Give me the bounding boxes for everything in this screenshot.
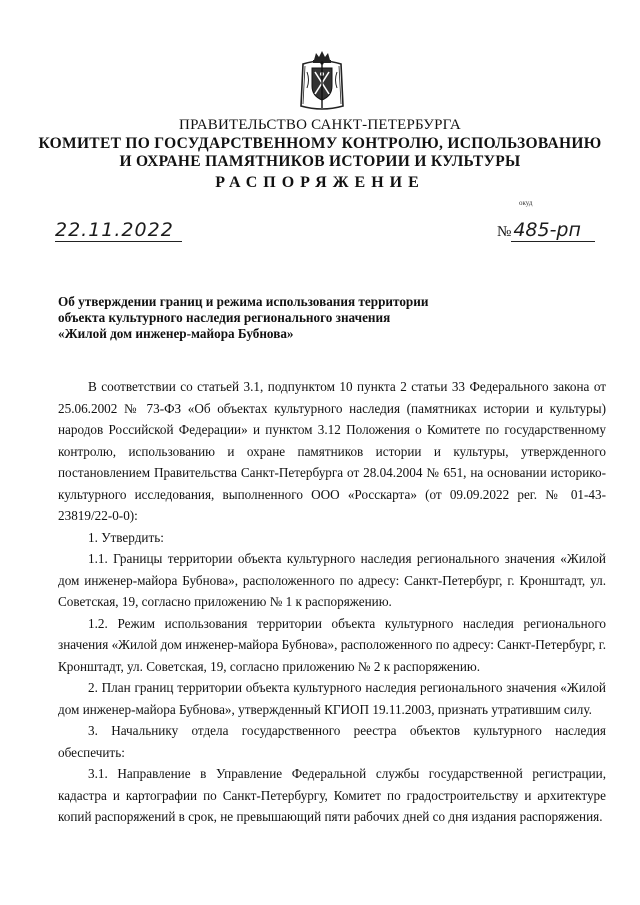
subject-line: «Жилой дом инженер-майора Бубнова» <box>58 326 294 341</box>
body-paragraph: В соответствии со статьей 3.1, подпунктом 10 пункта 2 статьи 33 Федерального закона от 25.06.2002 № 73-ФЗ «Об объектах культурного наследия (памятниках истории и культуры) народов Российской Федерации» и пунктом 3.12 Положения о Комитете по государственному контролю, использованию и охране памятников истории и культуры, утвержденного постановлением Правительства Санкт-Петербурга от 28.04.2004 № 651, на основании историко-культурного исследования, выполненного ООО «Росскарта» (от 09.09.2022 рег. № 01-43-23819/22-0-0): <box>58 379 606 523</box>
document-type: РАСПОРЯЖЕНИЕ <box>215 174 425 191</box>
number-value: 485-рп <box>511 219 595 242</box>
subject-line: объекта культурного наследия регионального значения <box>58 310 391 325</box>
body-paragraph: 3.1. Направление в Управление Федеральной службы государственной регистрации, кадастра и картографии по Санкт-Петербургу, Комитет по градостроительству и архитектуре копий распоряжений в срок, не превышающий пяти рабочих дней со дня издания распоряжения. <box>58 766 606 824</box>
government-title: ПРАВИТЕЛЬСТВО САНКТ-ПЕТЕРБУРГА <box>179 117 461 133</box>
document-body <box>58 376 606 828</box>
body-paragraph: 1.1. Границы территории объекта культурного наследия регионального значения «Жилой дом инженер-майора Бубнова», расположенного по адресу: Санкт-Петербург, г. Кронштадт, ул. Советская, 19, согласно приложению № 1 к распоряжению. <box>58 551 606 609</box>
subject-line: Об утверждении границ и режима использования территории <box>58 294 429 309</box>
document-number <box>497 219 595 243</box>
okud-label: окуд <box>519 199 533 207</box>
coat-of-arms-icon <box>299 50 345 112</box>
committee-title-line1: КОМИТЕТ ПО ГОСУДАРСТВЕННОМУ КОНТРОЛЮ, ИСПОЛЬЗОВАНИЮ <box>38 135 602 152</box>
committee-title-line2: И ОХРАНЕ ПАМЯТНИКОВ ИСТОРИИ И КУЛЬТУРЫ <box>119 153 521 170</box>
body-paragraph: 2. План границ территории объекта культурного наследия регионального значения «Жилой дом инженер-майора Бубнова», утвержденный КГИОП 19.11.2003, признать утратившим силу. <box>58 680 606 717</box>
body-paragraph: 1.2. Режим использования территории объекта культурного наследия регионального значения «Жилой дом инженер-майора Бубнова», расположенного по адресу: Санкт-Петербург, г. Кронштадт, ул. Советская, 19, согласно приложению № 2 к распоряжению. <box>58 615 606 674</box>
document-subject <box>58 294 478 342</box>
body-paragraph: 1. Утвердить: <box>88 529 164 545</box>
number-sign: № <box>497 224 512 240</box>
body-paragraph: 3. Начальнику отдела государственного реестра объектов культурного наследия обеспечить: <box>58 723 606 760</box>
document-date: 22.11.2022 <box>55 219 182 242</box>
